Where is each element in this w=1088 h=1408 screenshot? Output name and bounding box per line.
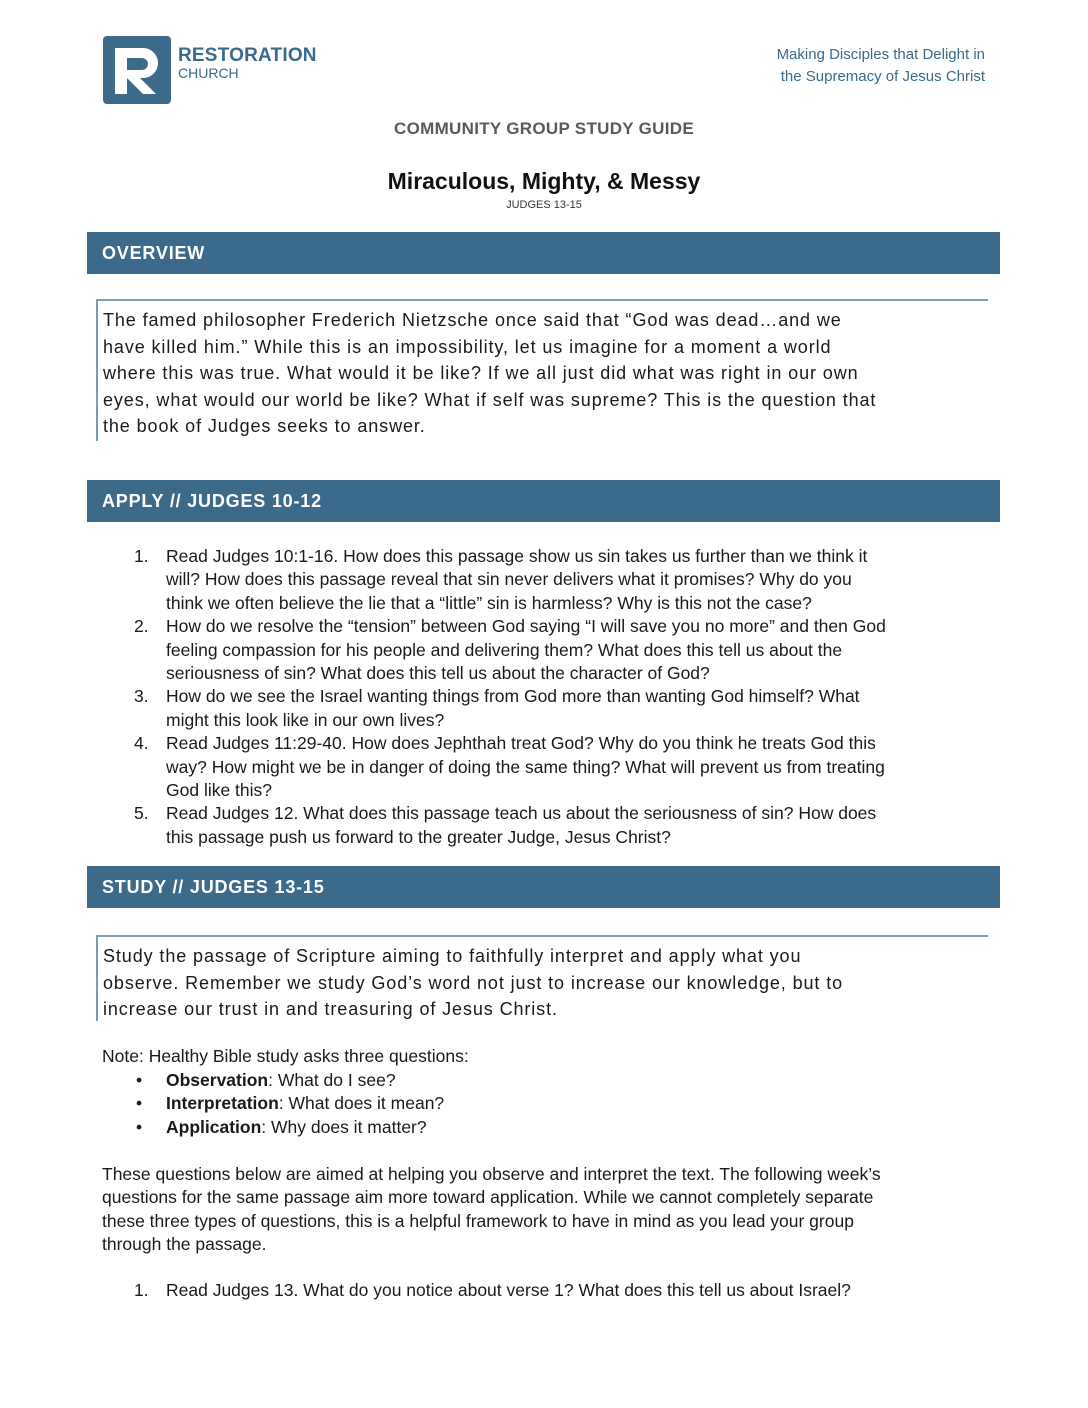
question-line: seriousness of sin? What does this tell us about the character of God? <box>166 663 710 684</box>
apply-question <box>101 615 991 685</box>
question-type-term: Observation <box>166 1070 269 1090</box>
logo-subname: CHURCH <box>178 65 239 81</box>
question-number: 1. <box>134 546 149 566</box>
question-type-item <box>102 1092 444 1115</box>
question-line: think we often believe the lie that a “little” sin is harmless? Why is this not the case? <box>166 592 812 613</box>
overview-line: eyes, what would our world be like? What if self was supreme? This is the question that <box>103 389 877 410</box>
question-type-text: : Why does it matter? <box>261 1116 427 1137</box>
r-logo-icon <box>103 36 171 104</box>
question-line: this passage push us forward to the greater Judge, Jesus Christ? <box>166 826 671 847</box>
question-number: 3. <box>134 686 149 707</box>
study-paragraph <box>102 1163 982 1257</box>
question-type-term: Application <box>166 1116 262 1137</box>
church-logo <box>103 36 317 104</box>
study-question <box>101 1279 991 1302</box>
question-type-text: : What does it mean? <box>278 1093 445 1114</box>
study-question-types <box>102 1069 444 1139</box>
question-type-term: Interpretation <box>166 1093 279 1114</box>
question-line: Read Judges 12. What does this passage teach us about the seriousness of sin? How does <box>166 803 877 824</box>
overview-line: the book of Judges seeks to answer. <box>103 416 426 436</box>
question-type-item <box>102 1069 444 1092</box>
bullet-icon: • <box>136 1070 143 1090</box>
question-line: might this look like in our own lives? <box>166 709 445 730</box>
paragraph-line: through the passage. <box>102 1234 267 1255</box>
study-heading: STUDY // JUDGES 13-15 <box>87 866 1000 908</box>
paragraph-line: These questions below are aimed at helping you observe and interpret the text. The following week’s <box>102 1164 881 1184</box>
question-line: How do we resolve the “tension” between God saying “I will save you no more” and then God <box>166 616 886 637</box>
question-type-item <box>102 1116 444 1139</box>
study-intro-line: observe. Remember we study God’s word not just to increase our knowledge, but to <box>103 972 844 993</box>
study-callout <box>96 935 988 1021</box>
paragraph-line: questions for the same passage aim more toward application. While we cannot completely separate <box>102 1187 874 1208</box>
apply-question <box>101 685 991 732</box>
question-line: Read Judges 11:29-40. How does Jephthah treat God? Why do you think he treats God this <box>166 733 876 754</box>
question-number: 4. <box>134 733 149 754</box>
overview-line: have killed him.” While this is an impossibility, let us imagine for a moment a world <box>103 336 832 357</box>
question-line: feeling compassion for his people and delivering them? What does this tell us about the <box>166 639 843 660</box>
logo-name: RESTORATION <box>178 45 317 66</box>
apply-question-list <box>101 545 991 849</box>
question-line: way? How might we be in danger of doing the same thing? What will prevent us from treating <box>166 756 885 777</box>
apply-question <box>101 802 991 849</box>
tagline-line: Making Disciples that Delight in <box>776 46 985 63</box>
paragraph-line: these three types of questions, this is a helpful framework to have in mind as you lead your group <box>102 1210 854 1231</box>
scripture-reference: JUDGES 13-15 <box>506 199 582 211</box>
overview-heading: OVERVIEW <box>87 232 1000 274</box>
page-title: Miraculous, Mighty, & Messy <box>387 168 701 194</box>
study-note: Note: Healthy Bible study asks three questions: <box>102 1046 469 1066</box>
question-type-text: : What do I see? <box>268 1070 396 1090</box>
question-number: 5. <box>134 803 149 824</box>
overview-line: where this was true. What would it be like? If we all just did what was right in our own <box>103 363 859 383</box>
question-number: 1. <box>134 1280 149 1300</box>
tagline <box>777 44 985 88</box>
study-question-list <box>101 1279 991 1302</box>
question-line: How do we see the Israel wanting things from God more than wanting God himself? What <box>166 686 860 707</box>
study-intro-line: increase our trust in and treasuring of Jesus Christ. <box>103 999 558 1019</box>
apply-question <box>101 545 991 615</box>
study-intro-line: Study the passage of Scripture aiming to faithfully interpret and apply what you <box>103 946 802 966</box>
question-line: Read Judges 10:1-16. How does this passage show us sin takes us further than we think it <box>166 546 868 566</box>
question-line: God like this? <box>166 780 273 801</box>
tagline-line: the Supremacy of Jesus Christ <box>780 68 985 85</box>
bullet-icon: • <box>136 1093 143 1114</box>
bullet-icon: • <box>136 1116 143 1137</box>
apply-question <box>101 732 991 802</box>
question-number: 2. <box>134 616 149 637</box>
overview-line: The famed philosopher Frederich Nietzsche once said that “God was dead…and we <box>103 310 842 330</box>
document-label: COMMUNITY GROUP STUDY GUIDE <box>394 119 694 138</box>
apply-heading: APPLY // JUDGES 10-12 <box>87 480 1000 522</box>
overview-callout <box>96 299 988 441</box>
question-line: Read Judges 13. What do you notice about verse 1? What does this tell us about Israel? <box>166 1280 851 1300</box>
question-line: will? How does this passage reveal that sin never delivers what it promises? Why do you <box>166 569 852 590</box>
